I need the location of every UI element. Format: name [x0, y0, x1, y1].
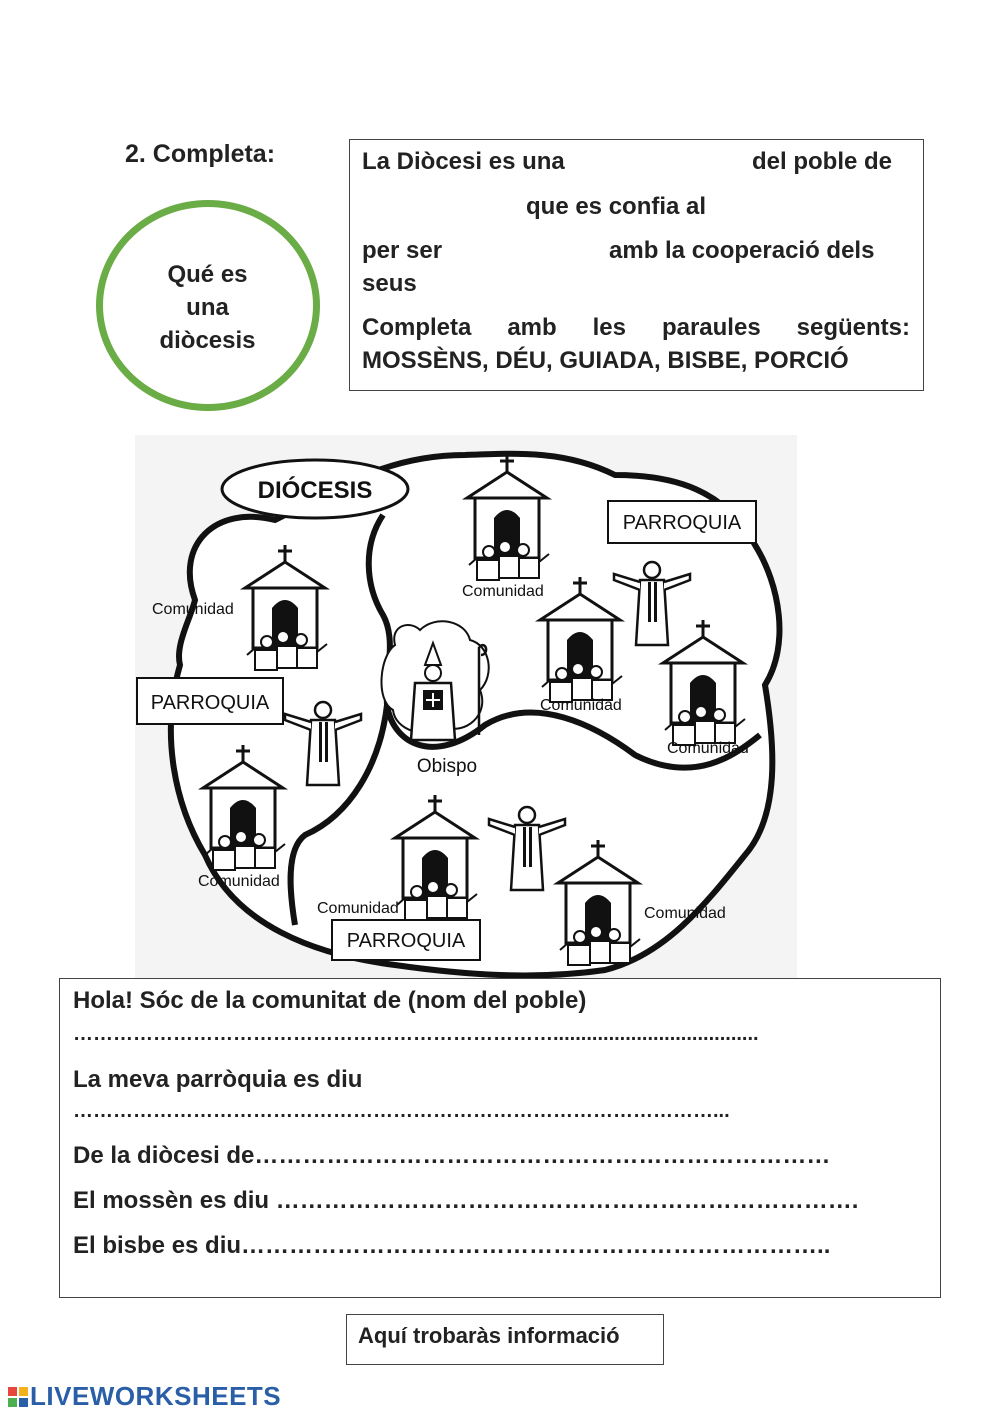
- fill-line-4: seus: [362, 270, 417, 297]
- circle-label-line-3: diòcesis: [159, 327, 256, 354]
- circle-label: [120, 258, 295, 357]
- fill-line-3b: amb la cooperació dels: [609, 237, 875, 264]
- circle-label-line-2: una: [186, 294, 229, 321]
- parish-label: PARROQUIA: [150, 692, 270, 714]
- info-line-2: La meva parròquia es diu: [73, 1066, 363, 1093]
- logo-text: LIVEWORKSHEETS: [30, 1381, 282, 1411]
- fill-line-3a: per ser: [362, 237, 443, 264]
- info-link-label[interactable]: Aquí trobaràs informació: [358, 1323, 620, 1348]
- instruction-word: següents:: [796, 314, 910, 341]
- info-dots-2[interactable]: ……………………………………………………………………………………...: [73, 1100, 730, 1122]
- parish-label: PARROQUIA: [622, 512, 742, 534]
- diocese-title: DIÓCESIS: [257, 477, 373, 504]
- info-line-bishop[interactable]: El bisbe es diu………………………………………………………………..: [73, 1232, 831, 1259]
- fill-line-1a: La Diòcesi es una: [362, 148, 565, 175]
- instruction-word: paraules: [661, 314, 761, 341]
- community-label: Comunidad: [540, 697, 622, 714]
- community-label: Comunidad: [198, 873, 280, 890]
- instruction-word: les: [592, 314, 626, 341]
- info-line-priest[interactable]: El mossèn es diu ……………………………………………………………….: [73, 1187, 859, 1214]
- diocese-illustration: [135, 435, 797, 978]
- logo-mark-icon: [8, 1387, 28, 1407]
- info-line-diocese[interactable]: De la diòcesi de………………………………………………………………: [73, 1142, 831, 1169]
- liveworksheets-logo: [8, 1381, 281, 1412]
- bishop-label: Obispo: [416, 756, 478, 777]
- word-bank: MOSSÈNS, DÉU, GUIADA, BISBE, PORCIÓ: [362, 347, 849, 374]
- community-label: Comunidad: [152, 601, 234, 618]
- info-line-1: Hola! Sóc de la comunitat de (nom del poble): [73, 987, 587, 1014]
- community-label: Comunidad: [317, 900, 399, 917]
- instruction-line: [362, 314, 910, 342]
- fill-line-2: que es confia al: [526, 193, 707, 220]
- circle-label-line-1: Qué es: [167, 261, 248, 288]
- parish-label: PARROQUIA: [346, 930, 466, 952]
- fill-line-1b: del poble de: [752, 148, 893, 175]
- instruction-word: Completa: [362, 314, 472, 341]
- community-label: Comunidad: [462, 583, 544, 600]
- instruction-word: amb: [507, 314, 557, 341]
- info-dots-1[interactable]: ……………………………………………………………….....................................: [73, 1023, 759, 1045]
- section-title: 2. Completa:: [125, 140, 276, 168]
- community-label: Comunidad: [644, 905, 726, 922]
- community-label: Comunidad: [667, 740, 749, 757]
